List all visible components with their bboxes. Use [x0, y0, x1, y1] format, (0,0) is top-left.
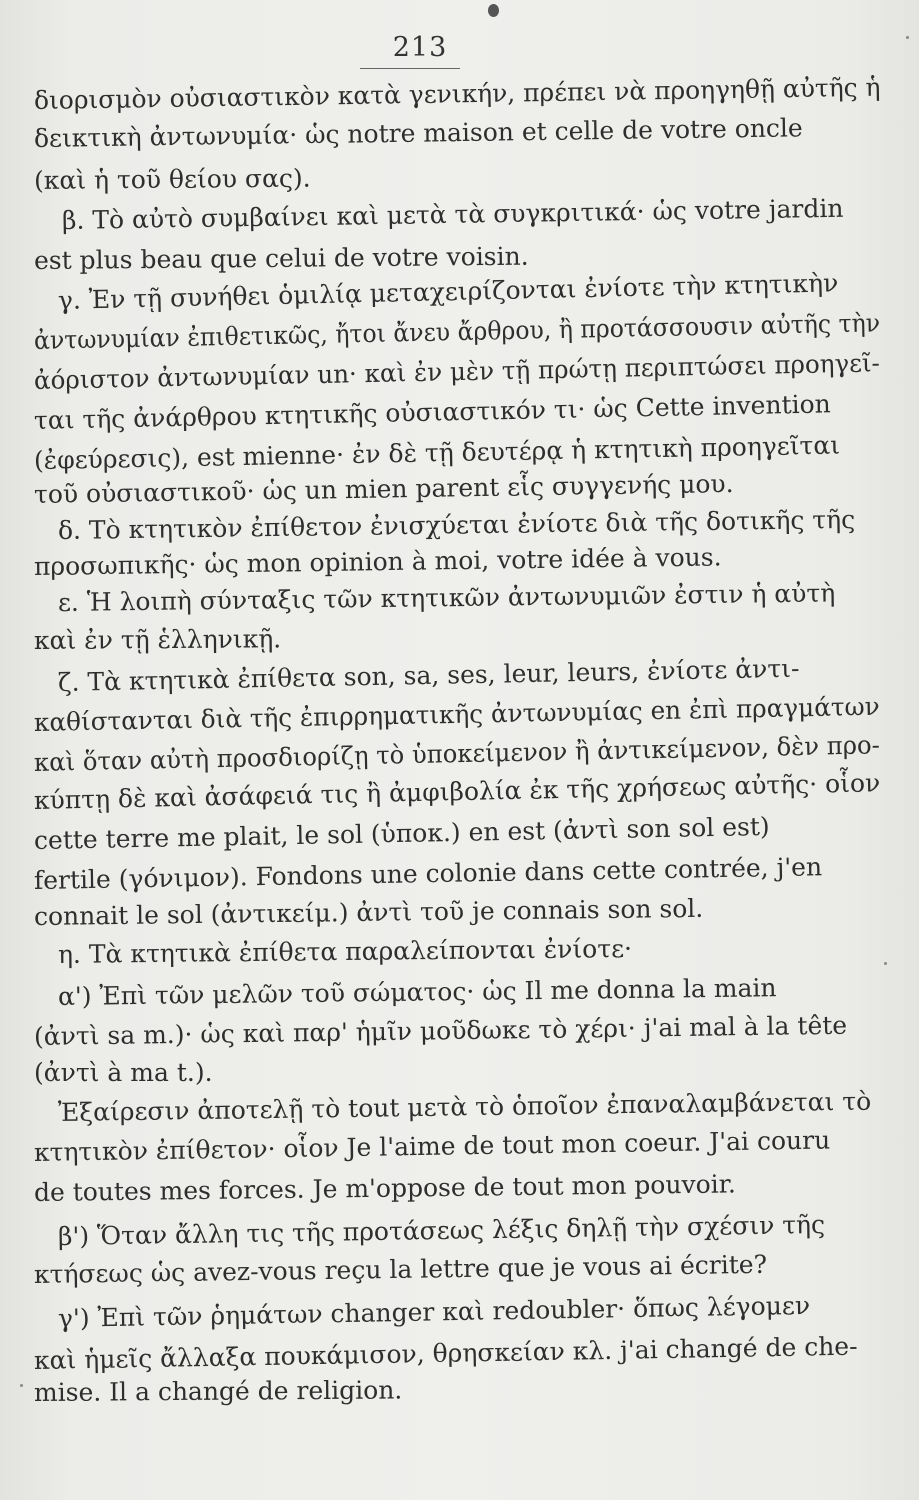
text-line: α') Ἐπὶ τῶν μελῶν τοῦ σώματος· ὡς Il me donna la main — [57, 973, 777, 1011]
text-line: connait le sol (ἀντικείμ.) ἀντὶ τοῦ je connais son sol. — [33, 893, 704, 931]
text-line: καθίστανται διὰ τῆς ἐπιρρηματικῆς ἀντωνυμίας en ἐπὶ πραγμάτων — [33, 691, 880, 737]
text-line: est plus beau que celui de votre voisin. — [33, 241, 529, 275]
text-line: γ') Ἐπὶ τῶν ῥημάτων changer καὶ redoubler· ὅπως λέγομεν — [57, 1290, 811, 1333]
text-line: ζ. Τὰ κτητικὰ ἐπίθετα son, sa, ses, leur, leurs, ἐνίοτε ἀντι- — [57, 653, 800, 697]
text-line: δεικτικὴ ἀντωνυμία· ὡς notre maison et celle de votre oncle — [33, 113, 803, 153]
text-line: καὶ ἐν τῇ ἑλληνικῇ. — [33, 624, 282, 655]
text-line: ἀόριστον ἀντωνυμίαν un· καὶ ἐν μὲν τῇ πρώτῃ περιπτώσει προηγεῖ- — [33, 348, 881, 395]
text-line: (καὶ ἡ τοῦ θείου σας). — [33, 163, 311, 195]
text-line: η. Τὰ κτητικὰ ἐπίθετα παραλείπονται ἐνίοτε· — [57, 933, 633, 969]
text-line: fertile (γόνιμον). Fondons une colonie dans cette contrée, j'en — [33, 852, 823, 895]
paper-speck — [884, 962, 887, 965]
text-line: καὶ ἡμεῖς ἄλλαξα πουκάμισον, θρησκείαν κλ. j'ai changé de che- — [33, 1331, 858, 1375]
text-line: ε. Ἡ λοιπὴ σύνταξις τῶν κτητικῶν ἀντωνυμιῶν ἐστιν ἡ αὐτὴ — [57, 578, 836, 617]
text-line: κτητικὸν ἐπίθετον· οἷον Je l'aime de tout mon coeur. J'ai couru — [33, 1125, 831, 1167]
text-line: ἀντωνυμίαν ἐπιθετικῶς, ἤτοι ἄνευ ἄρθρου, ἢ προτάσσουσιν αὐτῆς τὴν — [33, 308, 881, 355]
text-line: (ἀντὶ sa m.)· ὡς καὶ παρ' ἡμῖν μοῦδωκε τὸ χέρι· j'ai mal à la tête — [33, 1010, 848, 1051]
text-line: γ. Ἐν τῇ συνήθει ὁμιλίᾳ μεταχειρίζονται ἐνίοτε τὴν κτητικὴν — [57, 268, 839, 315]
paper-speck — [20, 1384, 23, 1387]
text-line: διορισμὸν οὐσιαστικὸν κατὰ γενικήν, πρέπει νὰ προηγηθῇ αὐτῆς ἡ — [33, 72, 881, 115]
text-line: Ἐξαίρεσιν ἀποτελῇ τὸ tout μετὰ τὸ ὁποῖον ἐπαναλαμβάνεται τὸ — [57, 1086, 872, 1127]
text-line: (ἐφεύρεσις), est mienne· ἐν δὲ τῇ δευτέρᾳ ἡ κτητικὴ προηγεῖται — [33, 430, 841, 475]
text-line: δ. Τὸ κτητικὸν ἐπίθετον ἐνισχύεται ἐνίοτε διὰ τῆς δοτικῆς τῆς — [57, 504, 856, 545]
text-line: ται τῆς ἀνάρθρου κτητικῆς οὐσιαστικόν τι· ὡς Cette invention — [33, 389, 832, 435]
text-line: mise. Il a changé de religion. — [33, 1375, 403, 1407]
text-line: cette terre me plait, le sol (ὑποκ.) en est (ἀντὶ son sol est) — [33, 811, 770, 855]
text-line: καὶ ὅταν αὐτὴ προσδιορίζῃ τὸ ὑποκείμενον ἢ ἀντικείμενον, δὲν προ- — [33, 730, 881, 777]
text-line: de toutes mes forces. Je m'oppose de tout mon pouvoir. — [33, 1169, 736, 1207]
text-line: κτήσεως ὡς avez-vous reçu la lettre que je vous ai écrite? — [33, 1249, 768, 1289]
page-number: 213 — [392, 32, 448, 63]
text-line: β') Ὅταν ἄλλη τις τῆς προτάσεως λέξις δηλῇ τὴν σχέσιν τῆς — [57, 1209, 826, 1251]
text-line: β. Τὸ αὐτὸ συμβαίνει καὶ μετὰ τὰ συγκριτικά· ὡς votre jardin — [61, 193, 844, 235]
text-line: κύπτῃ δὲ καὶ ἀσάφειά τις ἢ ἀμφιβολία ἐκ τῆς χρήσεως αὐτῆς· οἷον — [33, 768, 881, 815]
text-line: τοῦ οὐσιαστικοῦ· ὡς un mien parent εἷς συγγενής μου. — [33, 469, 734, 509]
text-line: (ἀντὶ à ma t.). — [34, 1058, 213, 1087]
text-line: προσωπικῆς· ὡς mon opinion à moi, votre idée à vous. — [33, 542, 722, 581]
paper-speck — [906, 36, 909, 39]
